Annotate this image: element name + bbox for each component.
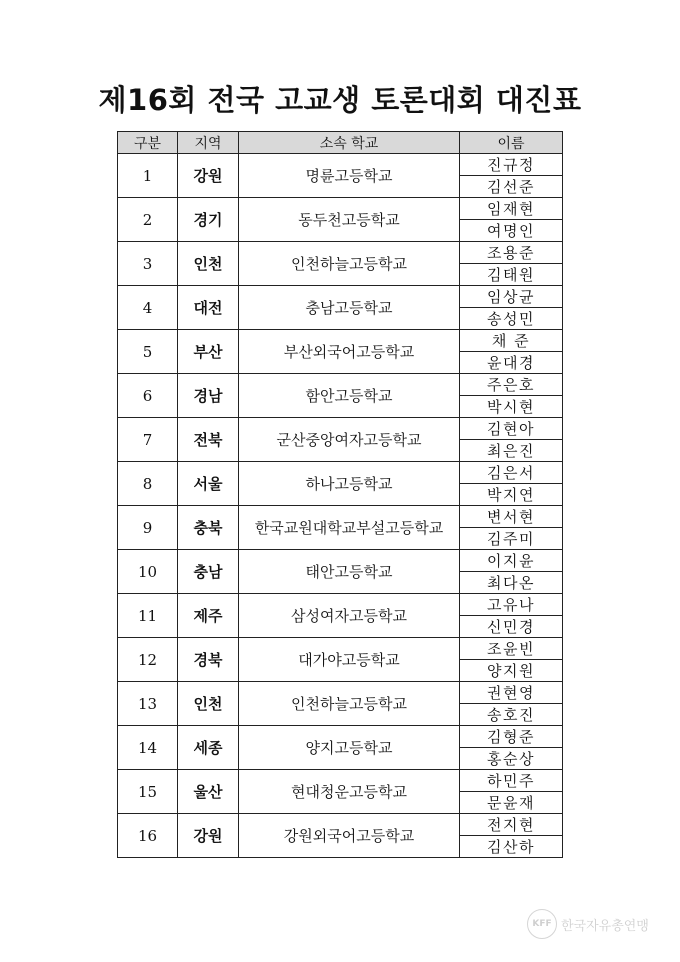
team-number: 12 <box>118 638 178 682</box>
member-name: 김현아 <box>460 418 563 440</box>
kff-logo-icon: KFF <box>527 909 557 939</box>
team-region: 충북 <box>178 506 239 550</box>
team-number: 16 <box>118 814 178 858</box>
team-school: 대가야고등학교 <box>239 638 460 682</box>
team-school: 현대청운고등학교 <box>239 770 460 814</box>
team-region: 울산 <box>178 770 239 814</box>
member-name: 박지연 <box>460 484 563 506</box>
table-row <box>118 286 563 308</box>
team-school: 부산외국어고등학교 <box>239 330 460 374</box>
team-number: 9 <box>118 506 178 550</box>
header-name: 이름 <box>460 132 563 154</box>
bracket-table <box>117 131 563 858</box>
team-region: 경기 <box>178 198 239 242</box>
watermark <box>527 909 649 939</box>
team-school: 동두천고등학교 <box>239 198 460 242</box>
member-name: 송호진 <box>460 704 563 726</box>
member-name: 채 준 <box>460 330 563 352</box>
team-region: 충남 <box>178 550 239 594</box>
member-name: 변서현 <box>460 506 563 528</box>
team-school: 함안고등학교 <box>239 374 460 418</box>
team-number: 7 <box>118 418 178 462</box>
team-school: 강원외국어고등학교 <box>239 814 460 858</box>
member-name: 임상균 <box>460 286 563 308</box>
team-number: 2 <box>118 198 178 242</box>
team-region: 부산 <box>178 330 239 374</box>
team-region: 강원 <box>178 814 239 858</box>
member-name: 윤대경 <box>460 352 563 374</box>
team-school: 인천하늘고등학교 <box>239 682 460 726</box>
team-number: 4 <box>118 286 178 330</box>
table-row <box>118 462 563 484</box>
member-name: 김형준 <box>460 726 563 748</box>
team-region: 제주 <box>178 594 239 638</box>
member-name: 김산하 <box>460 836 563 858</box>
team-region: 세종 <box>178 726 239 770</box>
team-number: 6 <box>118 374 178 418</box>
member-name: 문윤재 <box>460 792 563 814</box>
team-number: 11 <box>118 594 178 638</box>
team-school: 충남고등학교 <box>239 286 460 330</box>
table-row <box>118 550 563 572</box>
table-row <box>118 374 563 396</box>
team-school: 태안고등학교 <box>239 550 460 594</box>
page-title: 제16회 전국 고교생 토론대회 대진표 <box>98 83 582 117</box>
watermark-text: 한국자유총연맹 <box>561 918 649 934</box>
member-name: 양지원 <box>460 660 563 682</box>
member-name: 임재현 <box>460 198 563 220</box>
table-row <box>118 242 563 264</box>
member-name: 여명인 <box>460 220 563 242</box>
team-region: 인천 <box>178 682 239 726</box>
table-row <box>118 814 563 836</box>
member-name: 송성민 <box>460 308 563 330</box>
table-row <box>118 154 563 176</box>
team-region: 인천 <box>178 242 239 286</box>
table-row <box>118 506 563 528</box>
member-name: 최다온 <box>460 572 563 594</box>
member-name: 하민주 <box>460 770 563 792</box>
member-name: 조윤빈 <box>460 638 563 660</box>
member-name: 김은서 <box>460 462 563 484</box>
team-number: 5 <box>118 330 178 374</box>
member-name: 신민경 <box>460 616 563 638</box>
table-row <box>118 638 563 660</box>
team-number: 1 <box>118 154 178 198</box>
member-name: 김선준 <box>460 176 563 198</box>
team-region: 경남 <box>178 374 239 418</box>
team-region: 전북 <box>178 418 239 462</box>
team-school: 삼성여자고등학교 <box>239 594 460 638</box>
team-school: 양지고등학교 <box>239 726 460 770</box>
member-name: 홍순상 <box>460 748 563 770</box>
team-region: 대전 <box>178 286 239 330</box>
header-region: 지역 <box>178 132 239 154</box>
team-number: 13 <box>118 682 178 726</box>
team-school: 명륜고등학교 <box>239 154 460 198</box>
team-region: 서울 <box>178 462 239 506</box>
member-name: 진규정 <box>460 154 563 176</box>
table-row <box>118 682 563 704</box>
table-row <box>118 198 563 220</box>
member-name: 김주미 <box>460 528 563 550</box>
header-school: 소속 학교 <box>239 132 460 154</box>
member-name: 전지현 <box>460 814 563 836</box>
header-no: 구분 <box>118 132 178 154</box>
header-row <box>118 132 563 154</box>
team-school: 인천하늘고등학교 <box>239 242 460 286</box>
team-school: 한국교원대학교부설고등학교 <box>239 506 460 550</box>
member-name: 최은진 <box>460 440 563 462</box>
team-rows <box>118 154 563 858</box>
table-row <box>118 726 563 748</box>
team-number: 10 <box>118 550 178 594</box>
table-row <box>118 770 563 792</box>
member-name: 주은호 <box>460 374 563 396</box>
member-name: 박시현 <box>460 396 563 418</box>
team-school: 하나고등학교 <box>239 462 460 506</box>
member-name: 권현영 <box>460 682 563 704</box>
team-school: 군산중앙여자고등학교 <box>239 418 460 462</box>
team-number: 3 <box>118 242 178 286</box>
table-row <box>118 418 563 440</box>
member-name: 이지윤 <box>460 550 563 572</box>
team-number: 8 <box>118 462 178 506</box>
table-row <box>118 330 563 352</box>
member-name: 고유나 <box>460 594 563 616</box>
team-number: 15 <box>118 770 178 814</box>
team-number: 14 <box>118 726 178 770</box>
member-name: 조용준 <box>460 242 563 264</box>
member-name: 김태원 <box>460 264 563 286</box>
team-region: 강원 <box>178 154 239 198</box>
team-region: 경북 <box>178 638 239 682</box>
table-row <box>118 594 563 616</box>
